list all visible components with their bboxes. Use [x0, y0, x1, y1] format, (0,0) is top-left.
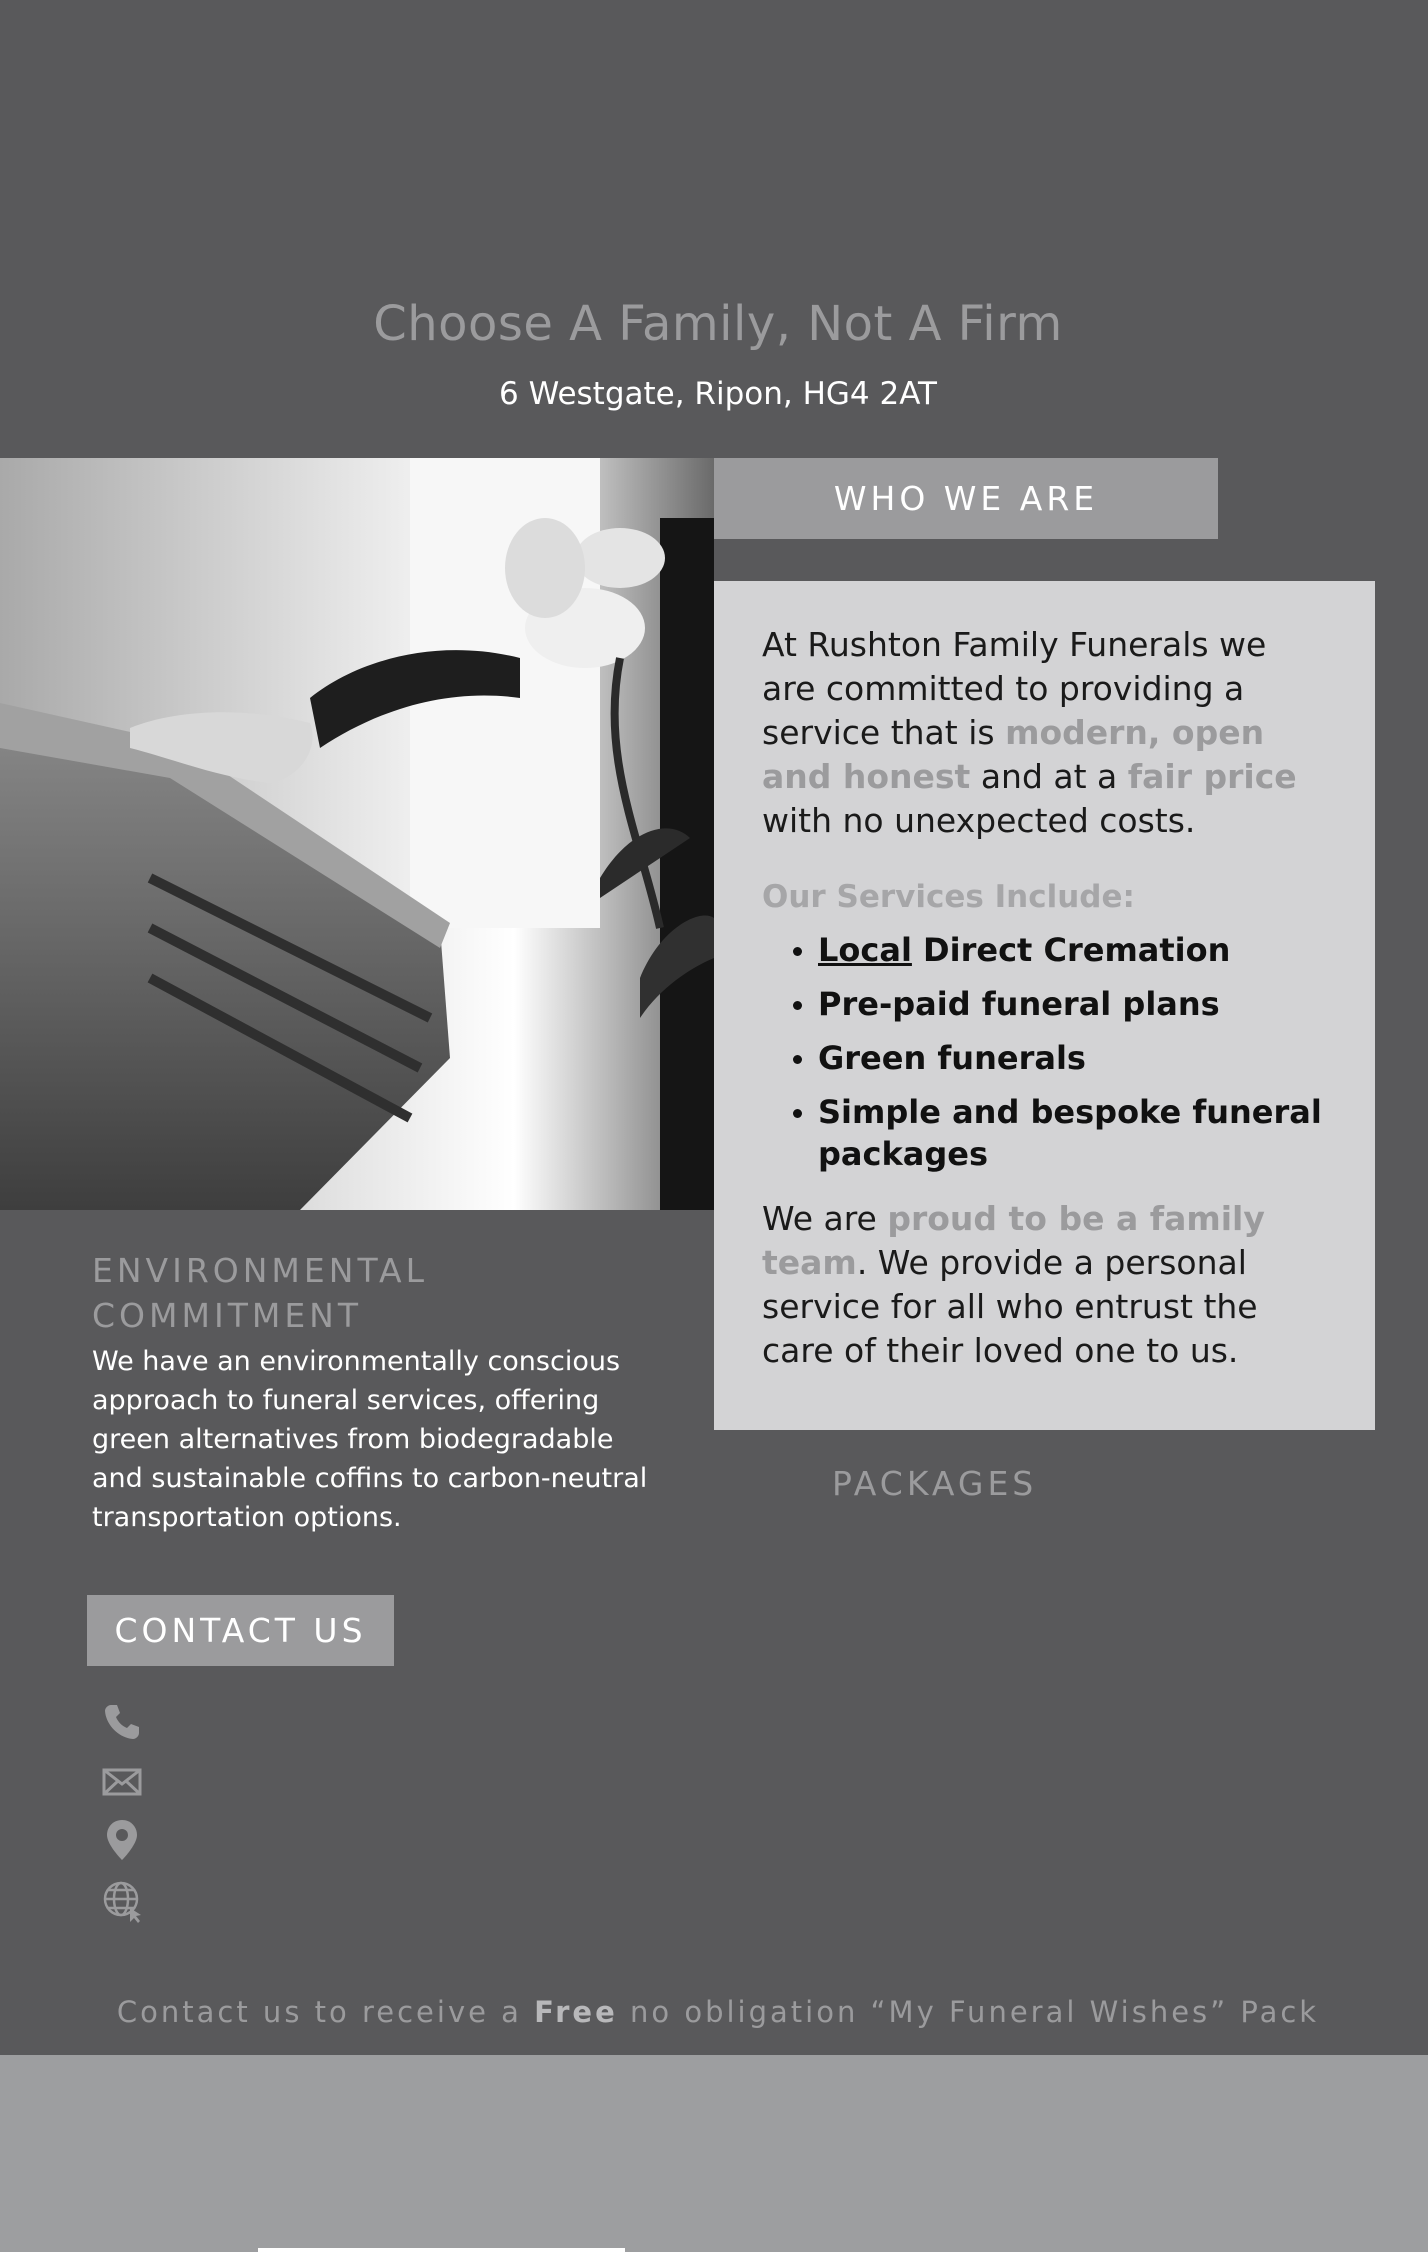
email-icon[interactable]	[102, 1762, 142, 1802]
local-link[interactable]: Local	[818, 931, 912, 969]
footer-bar	[258, 2248, 625, 2252]
who-we-are-tab[interactable]: WHO WE ARE	[714, 458, 1218, 539]
about-card	[714, 581, 1375, 1430]
hero-photo	[0, 458, 714, 1210]
free-pack-line: Contact us to receive a Free no obligation “My Funeral Wishes” Pack	[116, 1995, 1320, 2029]
highlight-modern-open-honest: modern, open and honest	[762, 713, 1265, 796]
hero-title: Choose A Family, Not A Firm	[373, 296, 1063, 352]
footer	[0, 2055, 1428, 2252]
service-item: • Pre-paid funeral plans	[818, 983, 1329, 1025]
about-outro: We are proud to be a family team. We provide a personal service for all who entrust the care of their loved one to us.	[762, 1199, 1265, 1370]
phone-icon[interactable]	[102, 1702, 142, 1742]
highlight-family-team: proud to be a family team	[762, 1199, 1265, 1282]
location-icon[interactable]	[102, 1818, 142, 1858]
packages-heading: PACKAGES	[832, 1464, 1038, 1503]
environmental-heading: ENVIRONMENTAL COMMITMENT	[92, 1251, 428, 1335]
service-item: • Green funerals	[818, 1037, 1329, 1079]
highlight-fair-price: fair price	[1127, 757, 1297, 796]
service-item: • Local Direct Cremation	[818, 929, 1329, 971]
contact-us-button[interactable]: CONTACT US	[87, 1595, 394, 1666]
hero-address: 6 Westgate, Ripon, HG4 2AT	[499, 376, 937, 412]
about-intro: At Rushton Family Funerals we are committed to providing a service that is modern, open and honest and at a fair price with no unexpected costs.	[762, 625, 1297, 840]
services-list	[762, 929, 1329, 1175]
service-item: • Simple and bespoke funeral packages	[818, 1091, 1329, 1175]
environmental-body: We have an environmentally conscious approach to funeral services, offering green alternatives from biodegradable and sustainable coffins to carbon-neutral transportation options.	[92, 1346, 648, 1533]
globe-icon[interactable]	[102, 1880, 142, 1920]
services-heading: Our Services Include:	[762, 879, 1135, 915]
